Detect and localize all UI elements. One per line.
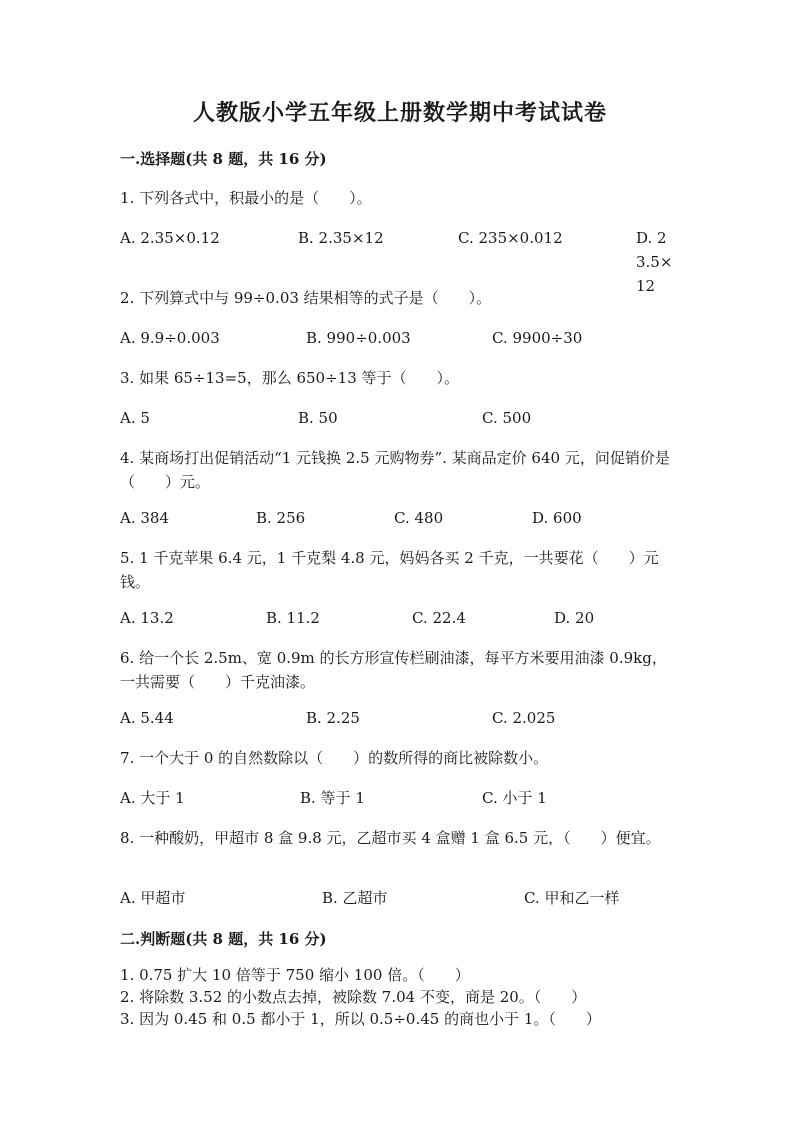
option-b: B. 2.25 — [306, 709, 360, 727]
option-b: B. 2.35×12 — [298, 229, 384, 247]
question-3-options — [120, 406, 680, 430]
option-c: C. 9900÷30 — [492, 329, 583, 347]
option-a: A. 甲超市 — [120, 889, 186, 907]
option-a: A. 13.2 — [120, 609, 174, 627]
section-heading-judgement: 二.判断题(共 8 题，共 16 分) — [120, 930, 327, 948]
option-a: A. 5.44 — [120, 709, 174, 727]
option-a: A. 384 — [120, 509, 169, 527]
judgement-2: 2. 将除数 3.52 的小数点去掉，被除数 7.04 不变，商是 20。（ ） — [120, 988, 587, 1006]
option-c: C. 500 — [482, 409, 532, 427]
option-d: D. 20 — [554, 609, 595, 627]
question-6-options — [120, 706, 680, 730]
question-7-options — [120, 786, 680, 810]
option-c: C. 甲和乙一样 — [524, 889, 620, 907]
option-c: C. 小于 1 — [482, 789, 547, 807]
option-c: C. 22.4 — [412, 609, 466, 627]
question-8: 8. 一种酸奶，甲超市 8 盒 9.8 元，乙超市买 4 盒赠 1 盒 6.5 元，（ ）便宜。 — [120, 829, 661, 847]
question-6: 6. 给一个长 2.5m、宽 0.9m 的长方形宣传栏刷油漆，每平方米要用油漆 0.9kg，一共需要（ ）千克油漆。 — [120, 649, 667, 691]
question-2-options — [120, 326, 680, 350]
question-5: 5. 1 千克苹果 6.4 元，1 千克梨 4.8 元，妈妈各买 2 千克，一共要花（ ）元钱。 — [120, 549, 659, 591]
exam-title: 人教版小学五年级上册数学期中考试试卷 — [192, 100, 607, 126]
option-d: D. 600 — [532, 509, 582, 527]
option-b: B. 等于 1 — [300, 789, 365, 807]
option-d: D. 23.5×12 — [636, 229, 673, 295]
judgement-1: 1. 0.75 扩大 10 倍等于 750 缩小 100 倍。（ ） — [120, 966, 470, 984]
option-b: B. 11.2 — [266, 609, 320, 627]
question-5-options — [120, 606, 680, 630]
option-c: C. 2.025 — [492, 709, 556, 727]
option-b: B. 乙超市 — [322, 889, 388, 907]
option-b: B. 990÷0.003 — [306, 329, 411, 347]
question-4-options — [120, 506, 680, 530]
option-b: B. 50 — [298, 409, 338, 427]
question-8-options — [120, 886, 680, 910]
question-2: 2. 下列算式中与 99÷0.03 结果相等的式子是（ ）。 — [120, 289, 492, 307]
question-7: 7. 一个大于 0 的自然数除以（ ）的数所得的商比被除数小。 — [120, 749, 549, 767]
question-4: 4. 某商场打出促销活动“1 元钱换 2.5 元购物券”. 某商品定价 640 元，问促销价是（ ）元。 — [120, 449, 670, 491]
option-c: C. 235×0.012 — [458, 229, 563, 247]
option-a: A. 大于 1 — [120, 789, 185, 807]
question-3: 3. 如果 65÷13=5，那么 650÷13 等于（ ）。 — [120, 369, 460, 387]
option-b: B. 256 — [256, 509, 306, 527]
option-a: A. 5 — [120, 409, 150, 427]
option-c: C. 480 — [394, 509, 444, 527]
option-a: A. 9.9÷0.003 — [120, 329, 220, 347]
question-1: 1. 下列各式中，积最小的是（ ）。 — [120, 189, 372, 207]
option-a: A. 2.35×0.12 — [120, 229, 220, 247]
section-heading-choice: 一.选择题(共 8 题，共 16 分) — [120, 150, 327, 168]
judgement-3: 3. 因为 0.45 和 0.5 都小于 1，所以 0.5÷0.45 的商也小于 1。（ ） — [120, 1010, 601, 1028]
